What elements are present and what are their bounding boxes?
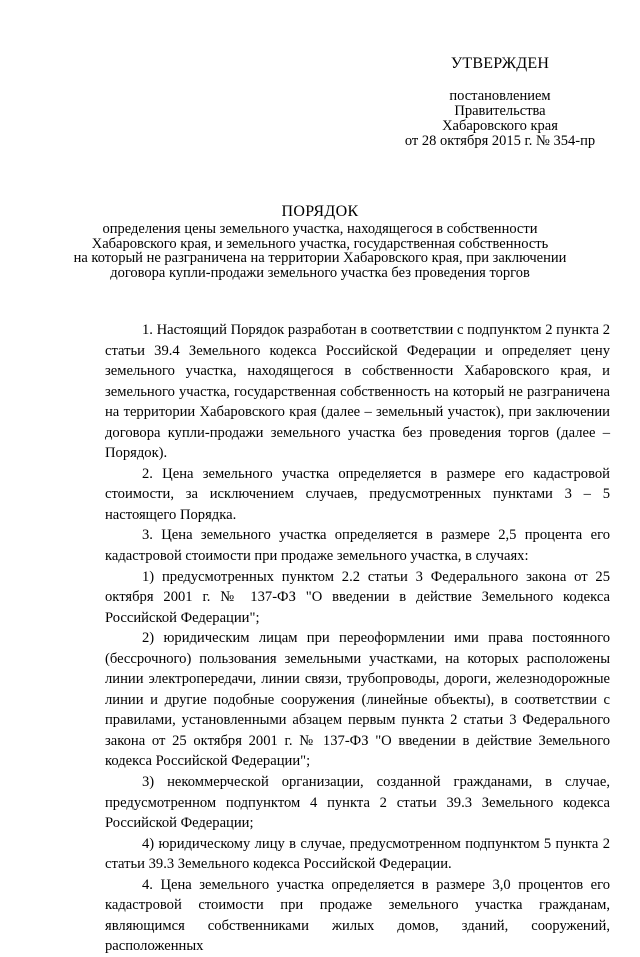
- paragraph-3-item-3: 3) некоммерческой организации, созданной гражданами, в случае, предусмотренном подпунктом 4 пункта 2 статьи 39.3 Земельного кодекса Российской Федерации;: [105, 774, 610, 832]
- document-title: ПОРЯДОК: [281, 203, 359, 220]
- subtitle-line: на который не разграничена на территории Хабаровского края, при заключении: [73, 250, 567, 266]
- subtitle-line: договора купли-продажи земельного участка без проведения торгов: [110, 264, 530, 281]
- approval-line-4: от 28 октября 2015 г. № 354-пр: [404, 133, 596, 149]
- approval-block: [0, 0, 640, 149]
- paragraph-1: 1. Настоящий Порядок разработан в соответствии с подпунктом 2 пункта 2 статьи 39.4 Земельного кодекса Российской Федерации и определяет цену земельного участка, находящегося в собственности Хабаровского края, и земельного участка, государственная собственность на который не разграничена на территории Хабаровского края (далее – земельный участок), при заключении договора купли-продажи земельного участка без проведения торгов (далее – Порядок).: [105, 322, 610, 462]
- subtitle-line: Хабаровского края, и земельного участка, государственная собственность: [91, 235, 549, 252]
- paragraph-4: 4. Цена земельного участка определяется в размере 3,0 процентов его кадастровой стоимости при продаже земельного участка гражданам, являющимся собственниками жилых домов, зданий, сооружений, расположенных: [105, 876, 610, 955]
- paragraph-3: 3. Цена земельного участка определяется в размере 2,5 процента его кадастровой стоимости при продаже земельного участка, в случаях:: [105, 527, 610, 565]
- subtitle-line: определения цены земельного участка, находящегося в собственности: [102, 221, 538, 237]
- approval-heading: УТВЕРЖДЕН: [450, 55, 550, 72]
- paragraph-3-item-4: 4) юридическому лицу в случае, предусмотренном подпунктом 5 пункта 2 статьи 39.3 Земельного кодекса Российской Федерации.: [105, 835, 610, 873]
- approval-line-1: постановлением: [449, 88, 551, 104]
- paragraph-3-item-2: 2) юридическим лицам при переоформлении ими права постоянного (бессрочного) пользования земельными участками, на которых расположены линии электропередачи, линии связи, трубопроводы, дороги, железнодорожные линии и другие подобные сооружения (линейные объекты), в соответствии с правилами, установленными абзацем первым пункта 2 статьи 3 Федерального закона от 25 октября 2001 г. № 137-ФЗ "О введении в действие Земельного кодекса Российской Федерации";: [105, 630, 610, 770]
- document-body: [105, 320, 610, 957]
- document-subtitle: [60, 222, 580, 280]
- paragraph-2: 2. Цена земельного участка определяется в размере его кадастровой стоимости, за исключением случаев, предусмотренных пунктами 3 – 5 настоящего Порядка.: [105, 465, 610, 523]
- approval-line-2: Правительства: [454, 103, 546, 119]
- approval-line-3: Хабаровского края: [442, 118, 558, 134]
- paragraph-3-item-1: 1) предусмотренных пунктом 2.2 статьи 3 Федерального закона от 25 октября 2001 г. № 137-ФЗ "О введении в действие Земельного кодекса Российской Федерации";: [105, 568, 610, 626]
